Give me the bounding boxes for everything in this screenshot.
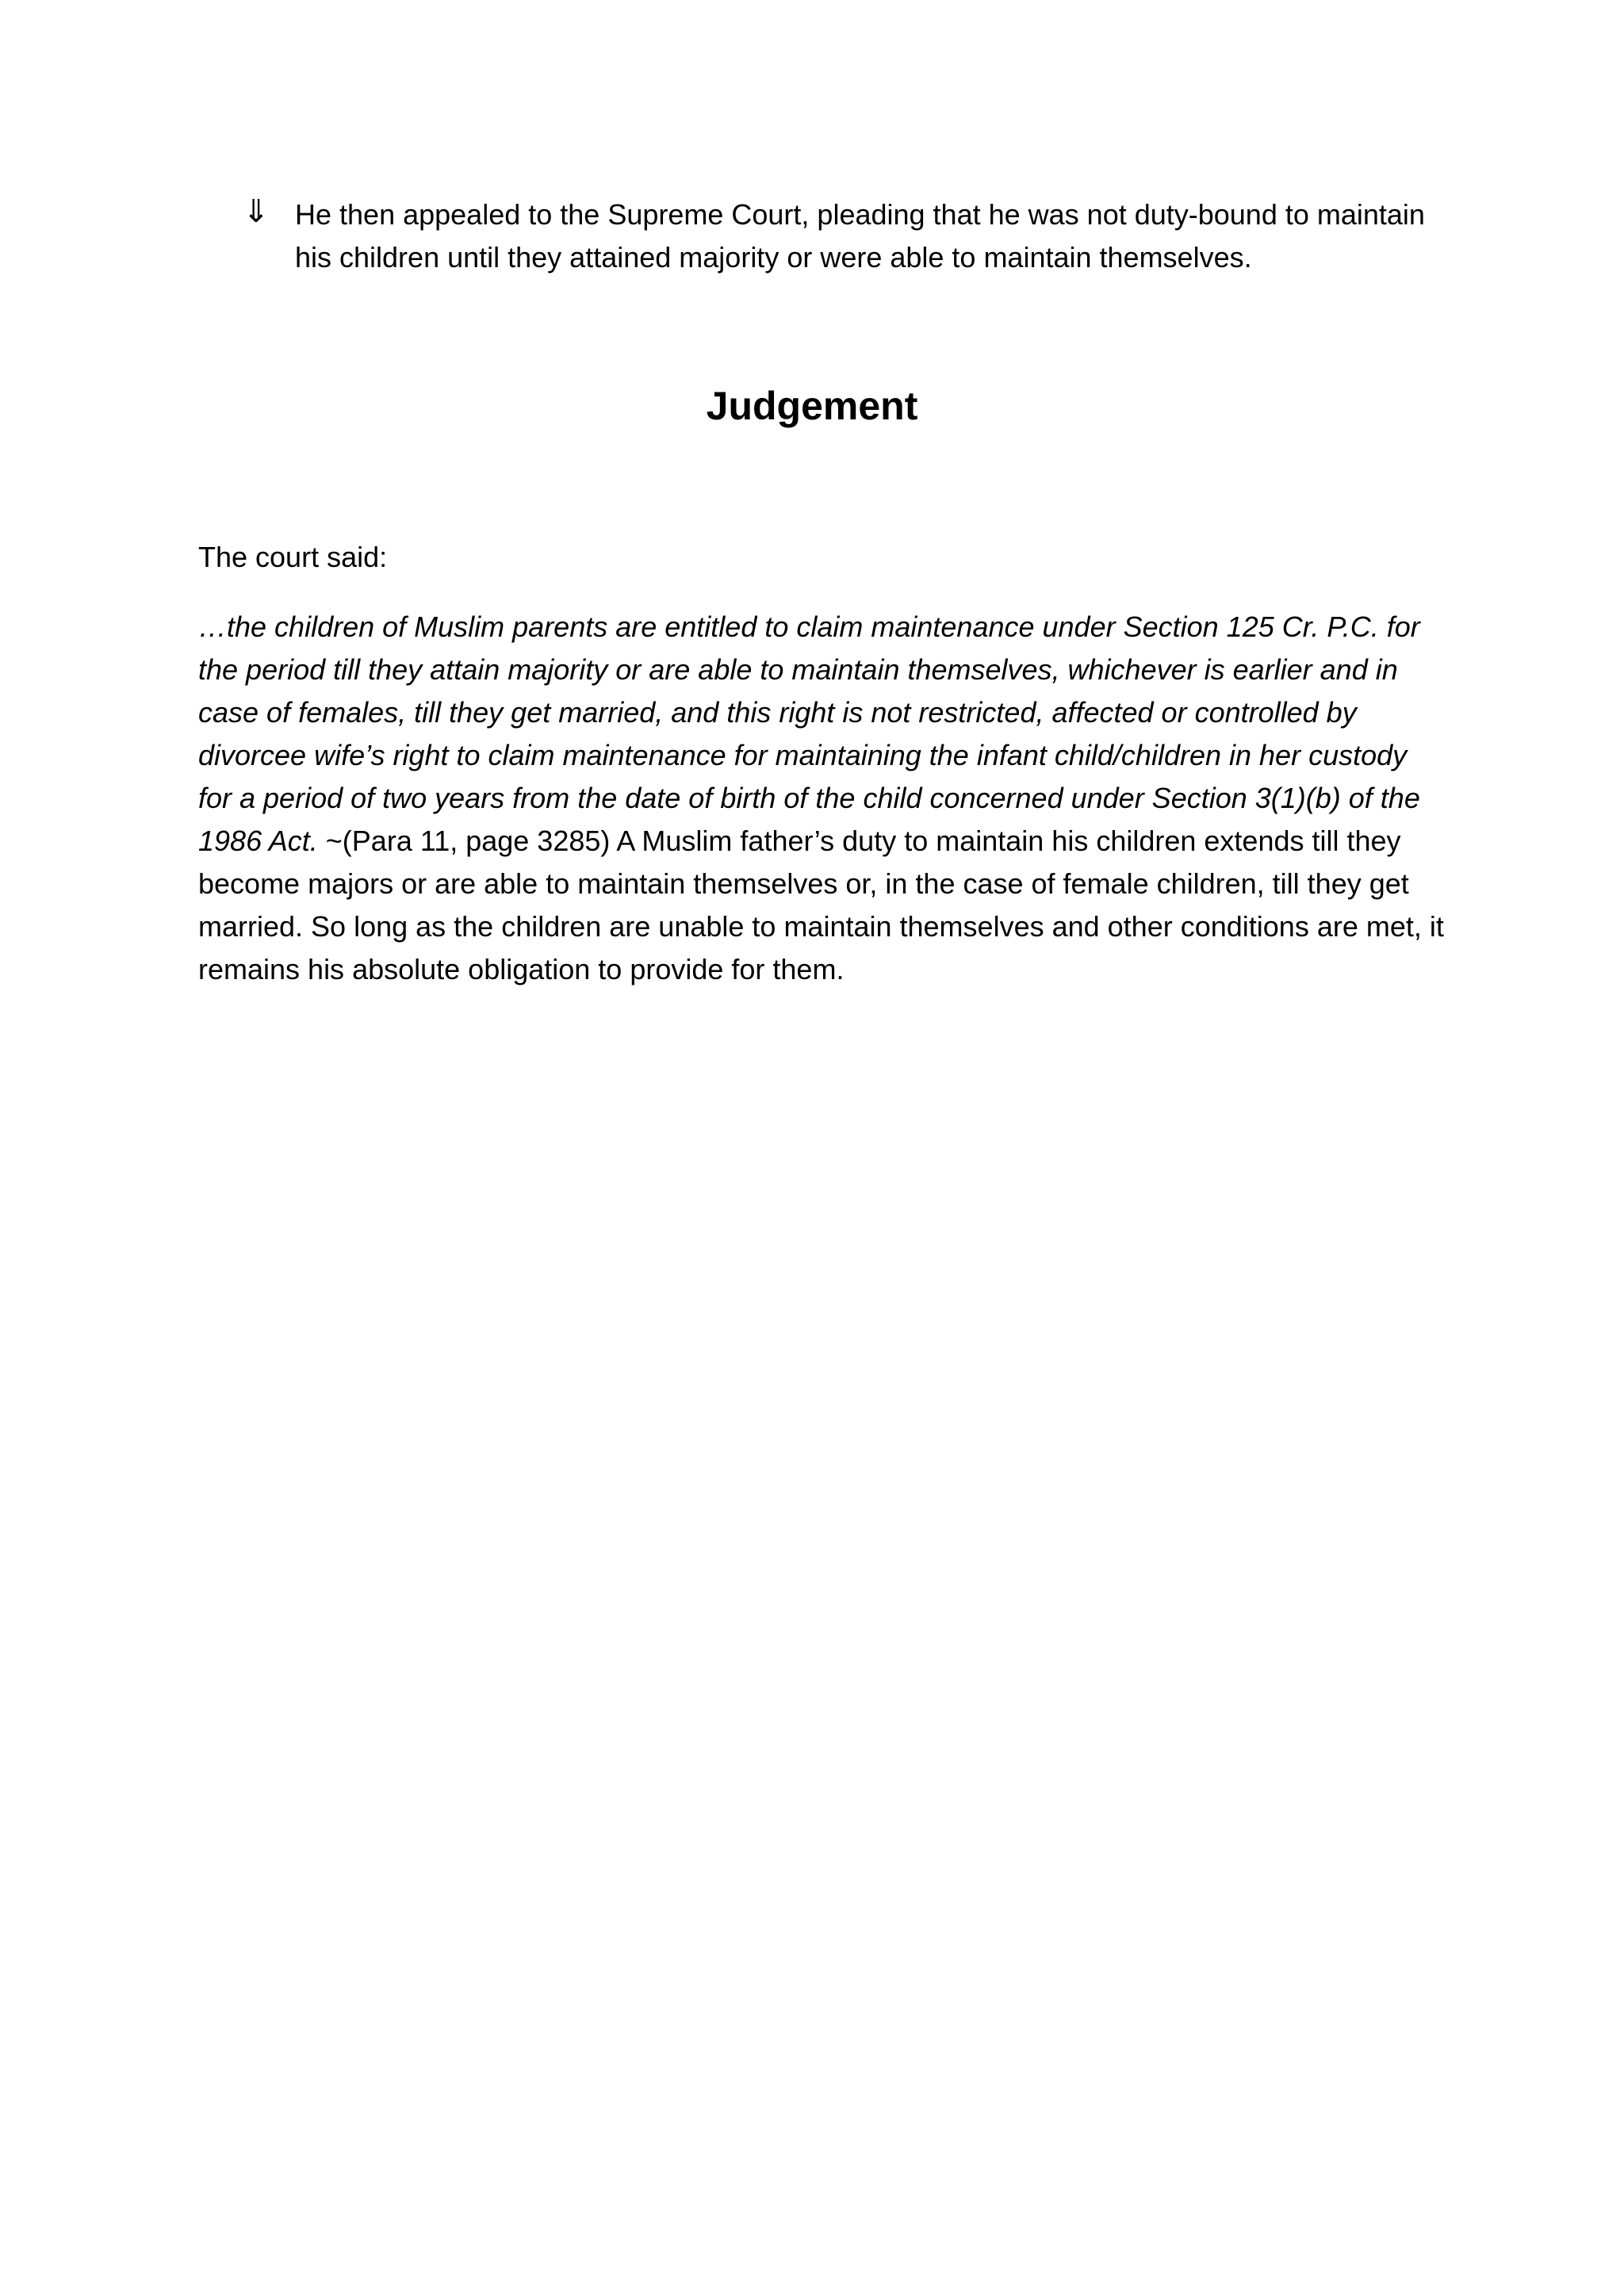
double-down-arrow-icon: ⇓	[243, 193, 270, 230]
court-quote: …the children of Muslim parents are entitled to claim maintenance under Section 125 Cr. P.C. for the period till they attain majority or are able to maintain themselves, whichever is earlier and in case of females, till they get married, and this right is not restricted, affected or controlled by divorcee wife’s right to claim maintenance for maintaining the infant child/children in her custody for a period of two years from the date of birth of the child concerned under Section 3(1)(b) of the 1986 Act.	[198, 610, 1420, 857]
commentary-text: ~(Para 11, page 3285) A Muslim father’s duty to maintain his children extends till they become majors or are able to maintain themselves or, in the case of female children, till they get married. So long as the children are unable to maintain themselves and other conditions are met, it remains his absolute obligation to provide for them.	[198, 825, 1444, 985]
bullet-text: He then appealed to the Supreme Court, pleading that he was not duty-bound to maintain his children until they attained majority or were able to maintain themselves.	[295, 198, 1425, 274]
intro-text: The court said:	[198, 541, 388, 573]
section-heading: Judgement	[706, 384, 918, 428]
judgement-paragraph	[198, 606, 1445, 991]
